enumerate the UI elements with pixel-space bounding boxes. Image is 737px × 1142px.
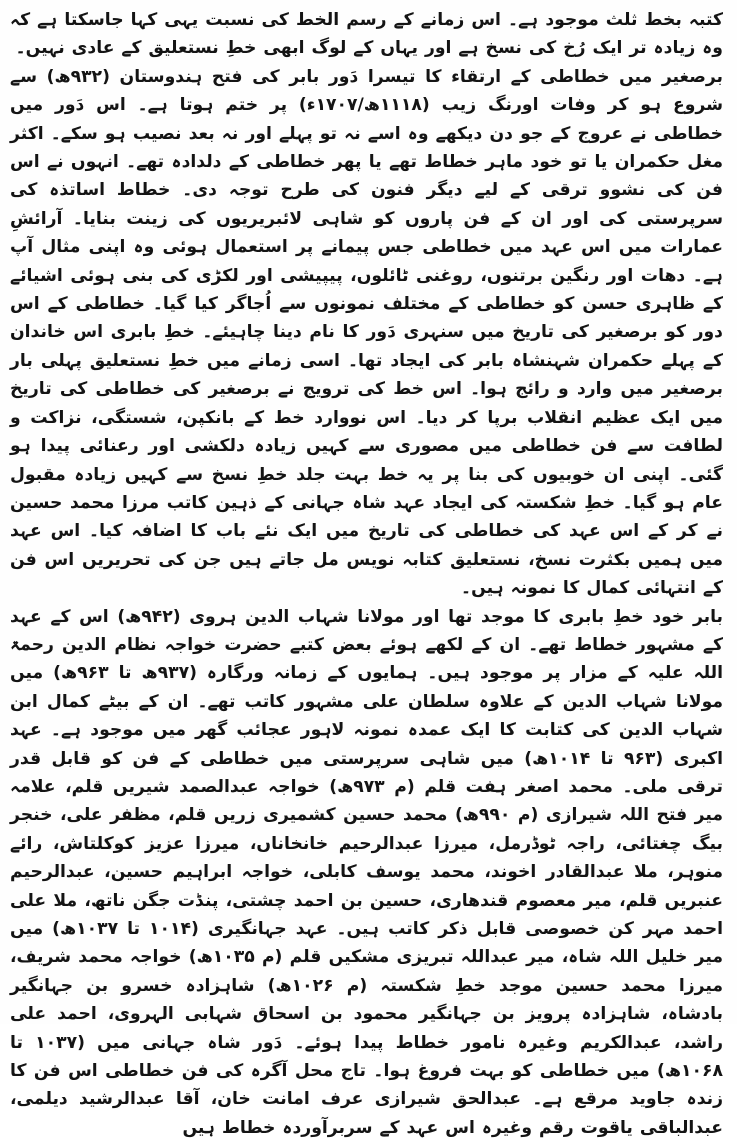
paragraph-third-era: برصغیر میں خطاطی کے ارتقاء کا تیسرا دَور بابر کی فتح ہندوستان (۹۳۲ھ) سے شروع ہو کر وفات اورنگ زیب (۱۱۱۸ھ/۱۷۰۷ء) پر ختم ہوتا ہے۔ اس دَور میں خطاطی نے عروج کے جو دن دیکھے وہ اسے نہ تو پہلے اور نہ بعد نصیب ہو سکے۔ اکثر مغل حکمران یا تو خود ماہر خطاط تھے یا پھر خطاطی کے دلدادہ تھے۔ انہوں نے اس فن کی نشوو ترقی کے لیے دیگر فنون کی طرح توجہ دی۔ خطاط اساتذہ کی سرپرستی کی اور ان کے فن پاروں کو شاہی لائبریریوں کی زینت بنایا۔ آرائشِ عمارات میں اس عہد میں خطاطی جس پیمانے پر استعمال ہوئی وہ اپنی مثال آپ ہے۔ دھات اور رنگین برتنوں، روغنی ٹائلوں، پیپیشی اور لکڑی کی بنی ہوئی اشیائے کے ظاہری حسن کو خطاطی کے مختلف نمونوں سے اُجاگر کیا گیا۔ خطاطی کے اس دور کو برصغیر کی تاریخ میں سنہری دَور کا نام دینا چاہیئے۔ خطِ بابری اس خاندان کے پہلے حکمران شہنشاہ بابر کی ایجاد تھا۔ اسی زمانے میں خطِ نستعلیق پہلی بار برصغیر میں وارد و رائج ہوا۔ اس خط کی ترویج نے برصغیر کی خطاطی کی تاریخ میں ایک عظیم انقلاب برپا کر دیا۔ اس نووارد خط کے بانکپن، شستگی، نزاکت و لطافت سے فن خطاطی میں مصوری سے کہیں زیادہ دلکشی اور رعنائی پیدا ہو گئی۔ اپنی ان خوبیوں کی بنا پر یہ خط بہت جلد خطِ نسخ سے کہیں زیادہ مقبول عام ہو گیا۔ خطِ شکستہ کی ایجاد عہد شاہ جہانی کے ذہین کاتب مرزا محمد حسین نے کر کے اس عہد کی خطاطی کی تاریخ میں ایک نئے باب کا اضافہ کیا۔ اس عہد میں ہمیں بکثرت نسخ، نستعلیق کتابہ نویس مل جاتے ہیں جن کی تحریریں اس فن کے انتہائی کمال کا نمونہ ہیں۔ xyxy=(10,66,723,599)
paragraph-intro: کتبہ بخط ثلث موجود ہے۔ اس زمانے کے رسم الخط کی نسبت یہی کہا جاسکتا ہے کہ وہ زیادہ تر ایک رُخ کی نسخ ہے اور یہاں کے لوگ ابھی خطِ نستعلیق کے عادی نہیں۔ xyxy=(10,10,723,59)
urdu-text-body xyxy=(10,6,723,1142)
paragraph-calligraphers: بابر خود خطِ بابری کا موجد تھا اور مولانا شہاب الدین ہروی (۹۴۲ھ) اس کے عہد کے مشہور خطاط تھے۔ ان کے لکھے ہوئے بعض کتبے حضرت خواجہ نظام الدین رحمۃ اللہ علیہ کے مزار پر موجود ہیں۔ ہمایوں کے زمانہ ورگارہ (۹۳۷ھ تا ۹۶۳ھ) میں مولانا شہاب الدین کے علاوہ سلطان علی مشہور کاتب تھے۔ ان کے بیٹے کمال ابن شہاب الدین کی کتابت کا ایک عمدہ نمونہ لاہور عجائب گھر میں موجود ہے۔ عہد اکبری (۹۶۳ تا ۱۰۱۴ھ) میں شاہی سرپرستی میں خطاطی کے فن کو قابل قدر ترقی ملی۔ محمد اصغر ہفت قلم (م ۹۷۳ھ) خواجہ عبدالصمد شیریں قلم، علامہ میر فتح اللہ شیرازی (م ۹۹۰ھ) محمد حسین کشمیری زریں قلم، مظفر علی، خنجر بیگ چغتائی، راجہ ٹوڈرمل، میرزا عبدالرحیم خانخاناں، میرزا عزیز کوکلتاش، رائے منوہر، ملا عبدالقادر اخوند، محمد یوسف کابلی، خواجہ ابراہیم حسین، عبدالرحیم عنبریں قلم، میر معصوم قندھاری، حسین بن احمد چشتی، پنڈت جگن ناتھ، ملا علی احمد مہر کن خصوصی قابل ذکر کاتب ہیں۔ عہد جہانگیری (۱۰۱۴ تا ۱۰۳۷ھ) میں میر خلیل اللہ شاہ، میر عبداللہ تبریزی مشکیں قلم (م ۱۰۳۵ھ) خواجہ محمد شریف، میرزا محمد حسین موجد خطِ شکستہ (م ۱۰۲۶ھ) شاہزادہ خسرو بن جہانگیر بادشاہ، شاہزادہ پرویز بن جہانگیر محمود بن اسحاق شہابی الہروی، احمد علی راشد، عبدالکریم وغیرہ نامور خطاط پیدا ہوئے۔ دَور شاہ جہانی میں (۱۰۳۷ تا ۱۰۶۸ھ) میں خطاطی کو بہت فروغ ہوا۔ تاج محل آگرہ کی فن خطاطی اس فن کا زندہ جاوید مرقع ہے۔ عبدالحق شیرازی عرف امانت خان، آقا عبدالرشید دیلمی، عبدالباقی یاقوت رقم وغیرہ اس عہد کے سربرآوردہ خطاط ہیں xyxy=(10,606,724,1138)
